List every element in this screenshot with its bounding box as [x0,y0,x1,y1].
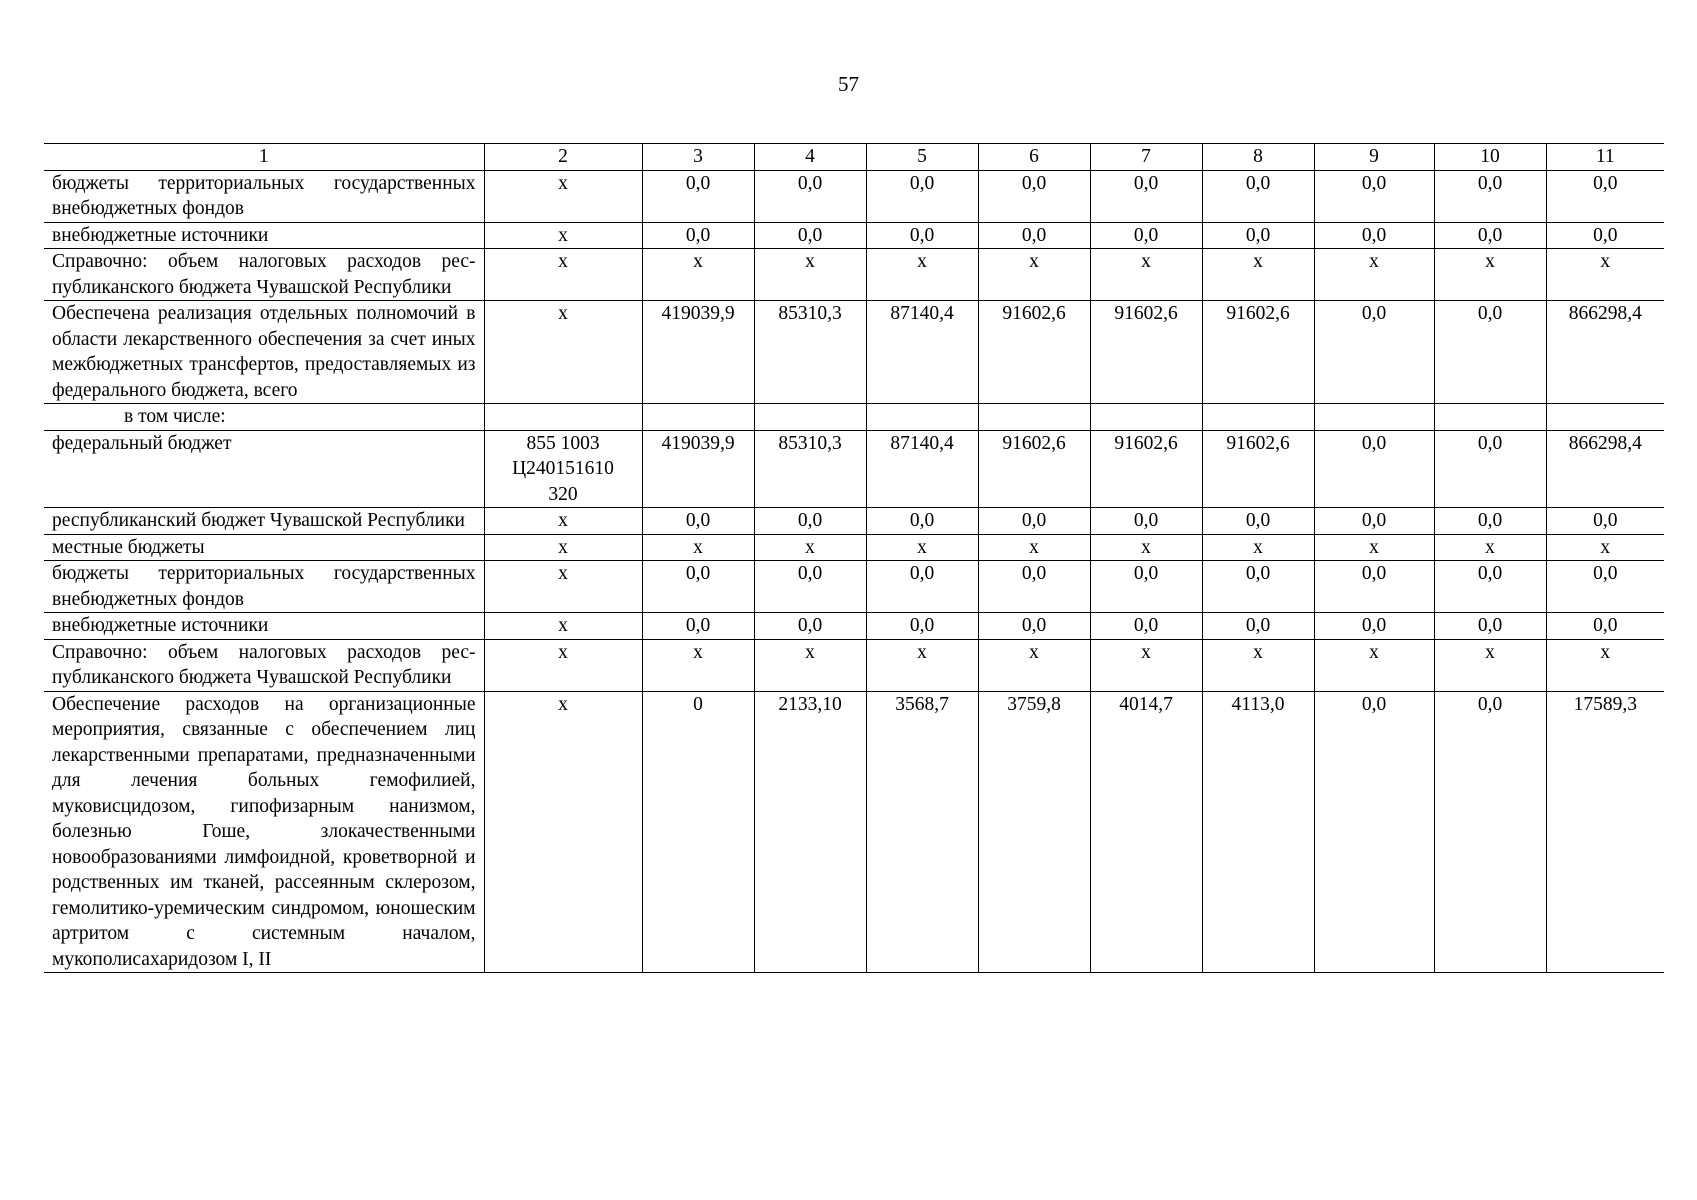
column-header: 5 [866,144,978,171]
row-value: x [866,534,978,561]
row-value: 0,0 [866,561,978,613]
row-code: x [484,249,642,301]
row-value: 0,0 [866,222,978,249]
row-value: x [978,639,1090,691]
row-value [1314,404,1434,431]
row-value: 0,0 [1314,222,1434,249]
row-value: 3759,8 [978,691,1090,973]
column-header: 2 [484,144,642,171]
row-value: 0,0 [1434,430,1546,508]
table-row [44,639,1664,691]
row-value: 0,0 [1090,170,1202,222]
row-value: 0,0 [866,170,978,222]
row-value: 0,0 [1202,561,1314,613]
row-value: x [1434,534,1546,561]
row-label: бюджеты территориальных государственных внебюджетных фондов [44,170,484,222]
row-value [978,404,1090,431]
row-value [866,404,978,431]
row-value: 2133,10 [754,691,866,973]
row-value: x [1314,639,1434,691]
row-value: x [642,639,754,691]
row-value: 0,0 [642,508,754,535]
table-row [44,613,1664,640]
row-code: x [484,222,642,249]
row-value: 0,0 [642,222,754,249]
row-value: 0,0 [978,561,1090,613]
row-value: 0,0 [866,613,978,640]
row-value: 91602,6 [1202,301,1314,404]
row-value: x [1546,534,1664,561]
row-value: 4014,7 [1090,691,1202,973]
column-header: 11 [1546,144,1664,171]
row-value: 0,0 [1546,561,1664,613]
row-code: x [484,170,642,222]
row-value: 0 [642,691,754,973]
row-value: 0,0 [754,170,866,222]
row-value: 0,0 [1434,613,1546,640]
row-label: Справочно: объем налоговых расходов республиканского бюджета Чувашской Республики [44,639,484,691]
row-value: 0,0 [642,613,754,640]
row-value: 419039,9 [642,430,754,508]
row-value: 0,0 [1314,561,1434,613]
row-value: 0,0 [1434,301,1546,404]
row-value: x [1090,639,1202,691]
row-value: 0,0 [1314,301,1434,404]
row-value [1202,404,1314,431]
row-code: x [484,561,642,613]
column-header: 9 [1314,144,1434,171]
row-value: 0,0 [1434,170,1546,222]
row-value: x [866,249,978,301]
row-value: x [1434,249,1546,301]
row-value: 0,0 [978,613,1090,640]
row-label: Обеспечена реализация отдельных полномочий в области лекарственного обеспечения за счет иных межбюджетных трансфертов, предоставляемых из федерального бюджета, всего [44,301,484,404]
row-label: бюджеты территориальных государственных внебюджетных фондов [44,561,484,613]
row-value: 91602,6 [1090,301,1202,404]
row-value [642,404,754,431]
row-value: 85310,3 [754,301,866,404]
row-value: 0,0 [1314,430,1434,508]
row-label: Обеспечение расходов на организационные мероприятия, связанные с обеспечением лиц лекарственными препаратами, предназначенными для лечения больных гемофилией, муковисцидозом, гипофизарным нанизмом, болезнью Гоше, злокачественными новообразованиями лимфоидной, кроветворной и родственных им тканей, рассеянным склерозом, гемолитико-уремическим синдромом, юношеским артритом с системным началом, мукополисахаридозом I, II [44,691,484,973]
row-label: федеральный бюджет [44,430,484,508]
row-value: 91602,6 [978,430,1090,508]
row-value: 0,0 [1090,508,1202,535]
row-value: x [642,534,754,561]
column-header: 6 [978,144,1090,171]
row-label: внебюджетные источники [44,222,484,249]
row-value: 0,0 [978,508,1090,535]
row-value: 866298,4 [1546,301,1664,404]
row-value: x [1546,249,1664,301]
row-value: 3568,7 [866,691,978,973]
table-row [44,430,1664,508]
row-value: 0,0 [978,170,1090,222]
row-value: 0,0 [1434,561,1546,613]
row-value: 0,0 [642,561,754,613]
row-code: x [484,613,642,640]
row-value: 0,0 [754,508,866,535]
row-value: x [1090,534,1202,561]
row-label: в том числе: [44,404,484,431]
row-code: x [484,508,642,535]
row-value: 0,0 [1546,508,1664,535]
row-value: 0,0 [1090,561,1202,613]
row-value: 87140,4 [866,430,978,508]
row-value: x [1202,249,1314,301]
row-code [484,404,642,431]
row-value: x [1202,639,1314,691]
row-value [1090,404,1202,431]
row-value: x [1434,639,1546,691]
row-value: 4113,0 [1202,691,1314,973]
row-value: 0,0 [1202,222,1314,249]
table-header-row [44,144,1664,171]
row-value: x [866,639,978,691]
row-value: 85310,3 [754,430,866,508]
table-row [44,404,1664,431]
column-header: 1 [44,144,484,171]
row-code: x [484,301,642,404]
row-code: x [484,691,642,973]
row-value: 91602,6 [1090,430,1202,508]
row-value: x [1314,249,1434,301]
row-value [1434,404,1546,431]
budget-table [44,143,1664,973]
row-value: 17589,3 [1546,691,1664,973]
row-label: внебюджетные источники [44,613,484,640]
row-value: 0,0 [1090,222,1202,249]
row-value: 0,0 [1314,613,1434,640]
row-code: 855 1003 Ц240151610 320 [484,430,642,508]
row-value: 0,0 [1202,508,1314,535]
page-number: 57 [838,72,859,96]
row-label: республиканский бюджет Чувашской Республики [44,508,484,535]
row-value: 866298,4 [1546,430,1664,508]
row-value [754,404,866,431]
row-value: 91602,6 [1202,430,1314,508]
row-value [1546,404,1664,431]
row-value: 91602,6 [978,301,1090,404]
row-value: x [642,249,754,301]
row-value: 0,0 [1546,613,1664,640]
row-value: x [1546,639,1664,691]
row-value: x [754,249,866,301]
row-value: 419039,9 [642,301,754,404]
row-value: x [1314,534,1434,561]
row-value: 0,0 [754,222,866,249]
row-value: 0,0 [1434,508,1546,535]
column-header: 3 [642,144,754,171]
row-value: 0,0 [754,561,866,613]
row-value: 0,0 [1546,170,1664,222]
row-label: местные бюджеты [44,534,484,561]
column-header: 10 [1434,144,1546,171]
row-value: 0,0 [642,170,754,222]
row-value: 0,0 [1202,170,1314,222]
row-value: 87140,4 [866,301,978,404]
table-row [44,561,1664,613]
row-value: x [754,534,866,561]
row-value: 0,0 [978,222,1090,249]
row-value: 0,0 [754,613,866,640]
row-value: 0,0 [1314,508,1434,535]
column-header: 7 [1090,144,1202,171]
row-value: 0,0 [1546,222,1664,249]
table-row [44,301,1664,404]
column-header: 4 [754,144,866,171]
table-row [44,249,1664,301]
row-code: x [484,534,642,561]
column-header: 8 [1202,144,1314,171]
row-value: 0,0 [1434,691,1546,973]
row-value: 0,0 [1202,613,1314,640]
row-value: x [1090,249,1202,301]
row-value: x [754,639,866,691]
row-value: x [1202,534,1314,561]
table-row [44,508,1664,535]
row-value: 0,0 [1434,222,1546,249]
row-code: x [484,639,642,691]
row-value: 0,0 [1314,170,1434,222]
table-row [44,222,1664,249]
table-row [44,691,1664,973]
row-label: Справочно: объем налоговых расходов республиканского бюджета Чувашской Республики [44,249,484,301]
row-value: 0,0 [866,508,978,535]
table-row [44,534,1664,561]
row-value: x [978,534,1090,561]
row-value: x [978,249,1090,301]
row-value: 0,0 [1314,691,1434,973]
row-value: 0,0 [1090,613,1202,640]
table-row [44,170,1664,222]
